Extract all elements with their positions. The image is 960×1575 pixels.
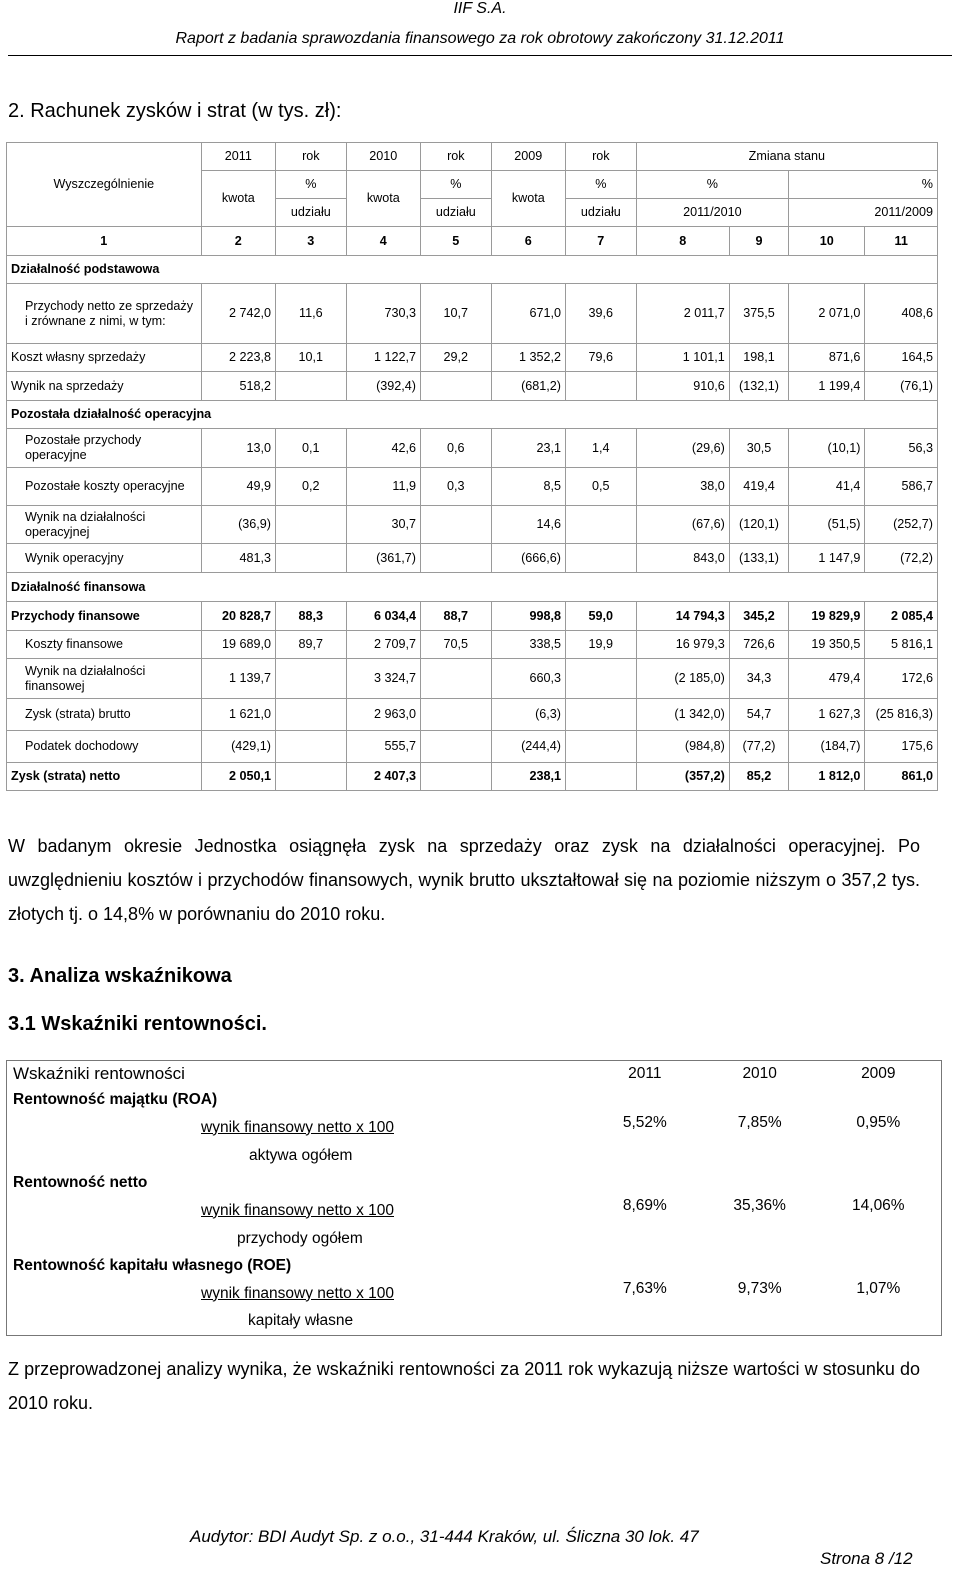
head-label: Wyszczególnienie [7, 143, 202, 227]
row-value: 1 199,4 [789, 372, 865, 401]
row-value: 479,4 [789, 659, 865, 699]
col-num: 1 [7, 227, 202, 256]
head-udzialu: udziału [276, 199, 347, 227]
ratios-head-label: Wskaźniki rentowności [13, 1063, 185, 1083]
ratio-numerator: wynik finansowy netto x 100 [201, 1118, 394, 1136]
head-pct: % [421, 171, 492, 199]
section-basic: Działalność podstawowa [7, 256, 938, 284]
row-value: (77,2) [729, 731, 788, 763]
row-value: (244,4) [491, 731, 565, 763]
ratios-head-2009: 2009 [861, 1064, 896, 1082]
row-value [421, 763, 492, 791]
row-value: 555,7 [346, 731, 420, 763]
col-num: 3 [276, 227, 347, 256]
row-value: 70,5 [421, 631, 492, 659]
head-udzialu: udziału [421, 199, 492, 227]
row-value: 345,2 [729, 602, 788, 631]
row-label: Zysk (strata) brutto [7, 699, 202, 731]
row-value: 910,6 [636, 372, 729, 401]
ratios-head-2010: 2010 [742, 1064, 777, 1082]
row-value: (666,6) [491, 544, 565, 573]
row-value: 89,7 [276, 631, 347, 659]
table-row [7, 372, 938, 401]
row-value: 19 350,5 [789, 631, 865, 659]
ratio-name-net: Rentowność netto [13, 1174, 148, 1191]
row-value: 338,5 [491, 631, 565, 659]
section-2-title: 2. Rachunek zysków i strat (w tys. zł): [8, 100, 342, 122]
row-label: Wynik na działalności operacyjnej [7, 506, 202, 544]
row-value [566, 699, 637, 731]
ratio-name-roa: Rentowność majątku (ROA) [13, 1091, 218, 1108]
row-value [276, 506, 347, 544]
row-value: 671,0 [491, 284, 565, 344]
row-value: 2 963,0 [346, 699, 420, 731]
ratio-value: 9,73% [737, 1279, 782, 1297]
row-value: 10,7 [421, 284, 492, 344]
col-num: 6 [491, 227, 565, 256]
row-value: 2 407,3 [346, 763, 420, 791]
row-value [421, 659, 492, 699]
row-value: 16 979,3 [636, 631, 729, 659]
row-value: 481,3 [201, 544, 275, 573]
ratio-denominator: przychody ogółem [237, 1229, 363, 1247]
row-label: Koszty finansowe [7, 631, 202, 659]
row-value: 10,1 [276, 344, 347, 372]
row-value [276, 731, 347, 763]
row-value [421, 699, 492, 731]
table-row [7, 284, 938, 344]
row-value [566, 731, 637, 763]
ratio-value: 7,85% [737, 1113, 782, 1131]
row-value: 0,2 [276, 468, 347, 506]
row-value [421, 731, 492, 763]
row-value: 2 085,4 [865, 602, 938, 631]
head-change: Zmiana stanu [636, 143, 937, 171]
row-value: 2 050,1 [201, 763, 275, 791]
row-value: 586,7 [865, 468, 938, 506]
col-num: 10 [789, 227, 865, 256]
table-row [7, 544, 938, 573]
row-value: (252,7) [865, 506, 938, 544]
row-value: 2 011,7 [636, 284, 729, 344]
row-value: 11,9 [346, 468, 420, 506]
col-num: 2 [201, 227, 275, 256]
ratios-head-2011: 2011 [628, 1064, 662, 1082]
row-value: 14 794,3 [636, 602, 729, 631]
table-row [7, 699, 938, 731]
row-value [566, 506, 637, 544]
row-value: 1,4 [566, 429, 637, 468]
row-value: 13,0 [201, 429, 275, 468]
row-value: 19 689,0 [201, 631, 275, 659]
row-value: 34,3 [729, 659, 788, 699]
section-other-operating: Pozostała działalność operacyjna [7, 401, 938, 429]
row-value: (1 342,0) [636, 699, 729, 731]
section-3-1-title: 3.1 Wskaźniki rentowności. [8, 1013, 267, 1035]
row-value: (681,2) [491, 372, 565, 401]
row-value [566, 659, 637, 699]
ratio-value: 35,36% [733, 1196, 786, 1214]
row-value: (184,7) [789, 731, 865, 763]
head-2009: 2009 [491, 143, 565, 171]
row-value: 375,5 [729, 284, 788, 344]
head-rok: rok [566, 143, 637, 171]
row-value [421, 506, 492, 544]
head-pct: % [789, 171, 938, 199]
row-value: (51,5) [789, 506, 865, 544]
row-value: 2 709,7 [346, 631, 420, 659]
head-change-2011-2009: 2011/2009 [789, 199, 938, 227]
row-value: 19,9 [566, 631, 637, 659]
ratio-value: 0,95% [856, 1113, 901, 1131]
row-value: 843,0 [636, 544, 729, 573]
ratios-conclusion-paragraph: Z przeprowadzonej analizy wynika, że wskaźniki rentowności za 2011 rok wykazują niższe wartości w stosunku do 2010 roku. [8, 1359, 920, 1413]
row-label: Wynik na sprzedaży [7, 372, 202, 401]
row-value: 998,8 [491, 602, 565, 631]
col-num: 7 [566, 227, 637, 256]
row-value: 1 101,1 [636, 344, 729, 372]
row-value [566, 544, 637, 573]
head-pct: % [276, 171, 347, 199]
row-value: 2 071,0 [789, 284, 865, 344]
profitability-ratios-table [6, 1060, 942, 1336]
row-value: (76,1) [865, 372, 938, 401]
table-row [7, 602, 938, 631]
row-value: 1 621,0 [201, 699, 275, 731]
head-rok: rok [421, 143, 492, 171]
row-value [276, 372, 347, 401]
row-value: 660,3 [491, 659, 565, 699]
row-value: 41,4 [789, 468, 865, 506]
ratio-denominator: kapitały własne [248, 1312, 354, 1330]
col-num: 5 [421, 227, 492, 256]
ratio-value: 7,63% [622, 1279, 667, 1297]
row-value: (36,9) [201, 506, 275, 544]
row-value: 198,1 [729, 344, 788, 372]
row-value: 172,6 [865, 659, 938, 699]
head-udzialu: udziału [566, 199, 637, 227]
table-row [7, 659, 938, 699]
row-label: Pozostałe koszty operacyjne [7, 468, 202, 506]
table-row [7, 429, 938, 468]
row-value: (133,1) [729, 544, 788, 573]
row-value: (10,1) [789, 429, 865, 468]
ratio-value: 5,52% [622, 1113, 667, 1131]
row-value: 14,6 [491, 506, 565, 544]
table-row [7, 631, 938, 659]
row-value: 11,6 [276, 284, 347, 344]
table-row [7, 344, 938, 372]
row-value [566, 763, 637, 791]
row-value: (29,6) [636, 429, 729, 468]
head-2011: 2011 [201, 143, 275, 171]
footer-page-number: Strona 8 /12 [820, 1549, 913, 1568]
row-value: 20 828,7 [201, 602, 275, 631]
row-value: 79,6 [566, 344, 637, 372]
row-value: 238,1 [491, 763, 565, 791]
ratio-value: 14,06% [852, 1196, 905, 1214]
header-divider [8, 55, 952, 56]
row-value [421, 544, 492, 573]
row-value: (25 816,3) [865, 699, 938, 731]
section-financial: Działalność finansowa [7, 573, 938, 602]
col-num: 8 [636, 227, 729, 256]
row-value: 8,5 [491, 468, 565, 506]
row-value: 0,5 [566, 468, 637, 506]
footer-auditor: Audytor: BDI Audyt Sp. z o.o., 31-444 Kraków, ul. Śliczna 30 lok. 47 [190, 1527, 699, 1546]
ratio-denominator: aktywa ogółem [249, 1146, 353, 1164]
row-value [421, 372, 492, 401]
row-label: Podatek dochodowy [7, 731, 202, 763]
row-value: 88,3 [276, 602, 347, 631]
ratio-name-roe: Rentowność kapitału własnego (ROE) [13, 1257, 292, 1274]
row-value: 85,2 [729, 763, 788, 791]
row-label: Wynik na działalności finansowej [7, 659, 202, 699]
table-row [7, 763, 938, 791]
row-value: 29,2 [421, 344, 492, 372]
row-value: 19 829,9 [789, 602, 865, 631]
row-value: 59,0 [566, 602, 637, 631]
row-value: (984,8) [636, 731, 729, 763]
row-value: 0,6 [421, 429, 492, 468]
row-value: 2 223,8 [201, 344, 275, 372]
col-num: 11 [865, 227, 938, 256]
row-value: 23,1 [491, 429, 565, 468]
row-value [566, 372, 637, 401]
row-value: 6 034,4 [346, 602, 420, 631]
row-value: 39,6 [566, 284, 637, 344]
row-value: 88,7 [421, 602, 492, 631]
income-statement-table [6, 142, 938, 791]
row-value: (6,3) [491, 699, 565, 731]
row-value: 42,6 [346, 429, 420, 468]
ratio-numerator: wynik finansowy netto x 100 [201, 1284, 394, 1302]
row-label: Pozostałe przychody operacyjne [7, 429, 202, 468]
col-num: 9 [729, 227, 788, 256]
row-value: 518,2 [201, 372, 275, 401]
row-value: 3 324,7 [346, 659, 420, 699]
row-value: (132,1) [729, 372, 788, 401]
row-value: 871,6 [789, 344, 865, 372]
row-value: 30,5 [729, 429, 788, 468]
head-rok: rok [276, 143, 347, 171]
row-value: (392,4) [346, 372, 420, 401]
row-value: 1 139,7 [201, 659, 275, 699]
row-value: (2 185,0) [636, 659, 729, 699]
row-value: 408,6 [865, 284, 938, 344]
row-label: Przychody netto ze sprzedaży i zrównane z nimi, w tym: [7, 284, 202, 344]
company-name: IIF S.A. [453, 0, 507, 17]
table-row [7, 731, 938, 763]
row-value: 56,3 [865, 429, 938, 468]
row-value: (72,2) [865, 544, 938, 573]
row-value: 164,5 [865, 344, 938, 372]
row-value: 1 352,2 [491, 344, 565, 372]
row-value: 2 742,0 [201, 284, 275, 344]
row-value [276, 763, 347, 791]
row-value: 54,7 [729, 699, 788, 731]
row-value: 38,0 [636, 468, 729, 506]
table-row [7, 468, 938, 506]
head-kwota: kwota [491, 171, 565, 227]
row-label: Zysk (strata) netto [7, 763, 202, 791]
row-value: 1 147,9 [789, 544, 865, 573]
row-value: 0,1 [276, 429, 347, 468]
row-value: 0,3 [421, 468, 492, 506]
row-value: 726,6 [729, 631, 788, 659]
row-value: (67,6) [636, 506, 729, 544]
head-pct: % [636, 171, 789, 199]
ratio-numerator: wynik finansowy netto x 100 [201, 1201, 394, 1219]
row-value: (429,1) [201, 731, 275, 763]
row-value: (357,2) [636, 763, 729, 791]
col-num: 4 [346, 227, 420, 256]
ratio-value: 1,07% [856, 1279, 901, 1297]
head-2010: 2010 [346, 143, 420, 171]
row-label: Przychody finansowe [7, 602, 202, 631]
row-label: Wynik operacyjny [7, 544, 202, 573]
row-label: Koszt własny sprzedaży [7, 344, 202, 372]
row-value: 1 812,0 [789, 763, 865, 791]
table-row [7, 506, 938, 544]
ratio-value: 8,69% [622, 1196, 667, 1214]
row-value: 730,3 [346, 284, 420, 344]
head-change-2011-2010: 2011/2010 [636, 199, 789, 227]
row-value [276, 699, 347, 731]
row-value: 419,4 [729, 468, 788, 506]
row-value: 5 816,1 [865, 631, 938, 659]
row-value: 175,6 [865, 731, 938, 763]
row-value: 861,0 [865, 763, 938, 791]
row-value: 1 627,3 [789, 699, 865, 731]
analysis-paragraph: W badanym okresie Jednostka osiągnęła zysk na sprzedaży oraz zysk na działalności operacyjnej. Po uwzględnieniu kosztów i przychodów finansowych, wynik brutto ukształtował się na poziomie niższym o 357,2 tys. złotych tj. o 14,8% w porównaniu do 2010 roku. [8, 836, 920, 924]
row-value: 30,7 [346, 506, 420, 544]
row-value: 1 122,7 [346, 344, 420, 372]
head-kwota: kwota [346, 171, 420, 227]
report-title: Raport z badania sprawozdania finansowego za rok obrotowy zakończony 31.12.2011 [175, 30, 785, 47]
column-numbers-row [7, 227, 938, 256]
row-value: (361,7) [346, 544, 420, 573]
head-kwota: kwota [201, 171, 275, 227]
row-value: 49,9 [201, 468, 275, 506]
row-value [276, 544, 347, 573]
row-value: (120,1) [729, 506, 788, 544]
row-value [276, 659, 347, 699]
section-3-title: 3. Analiza wskaźnikowa [8, 965, 232, 987]
head-pct: % [566, 171, 637, 199]
